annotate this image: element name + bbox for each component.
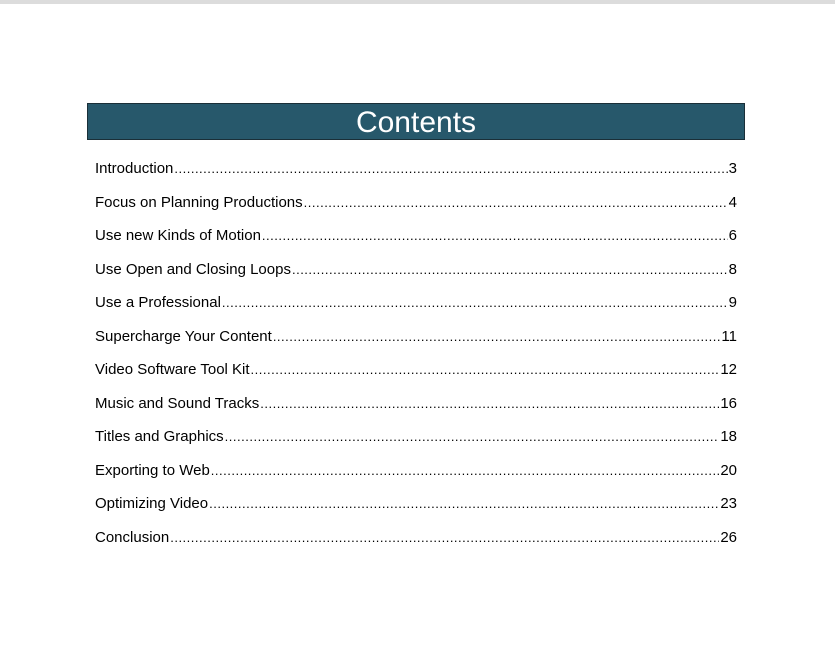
toc-entry-page: 9: [728, 294, 737, 311]
toc-entry[interactable]: [95, 227, 737, 261]
toc-entry[interactable]: [95, 361, 737, 395]
toc-entry[interactable]: [95, 261, 737, 295]
toc-entry-label: Use new Kinds of Motion: [95, 227, 261, 244]
toc-entry-label: Music and Sound Tracks: [95, 394, 260, 412]
toc-entry-page: 8: [728, 260, 737, 278]
toc-dot-leader: [292, 262, 728, 277]
toc-entry[interactable]: [95, 395, 737, 429]
toc-entry[interactable]: [95, 160, 737, 194]
toc-entry-label: Introduction: [95, 160, 174, 177]
toc-entry-page: 26: [720, 528, 737, 546]
toc-entry-page: 6: [728, 227, 737, 244]
toc-entry[interactable]: [95, 328, 737, 362]
toc-dot-leader: [174, 161, 727, 176]
toc-entry-label: Video Software Tool Kit: [95, 361, 250, 378]
toc-entry[interactable]: [95, 194, 737, 228]
toc-entry-label: Titles and Graphics: [95, 428, 224, 445]
toc-entry-label: Conclusion: [95, 528, 170, 546]
table-of-contents: [95, 160, 737, 562]
toc-entry[interactable]: [95, 428, 737, 462]
toc-dot-leader: [225, 429, 720, 444]
toc-entry-page: 20: [720, 461, 737, 479]
toc-entry[interactable]: [95, 294, 737, 328]
toc-dot-leader: [251, 362, 720, 377]
toc-entry-label: Supercharge Your Content: [95, 327, 272, 345]
toc-entry[interactable]: [95, 529, 737, 563]
toc-dot-leader: [262, 228, 728, 243]
toc-entry-page: 12: [720, 361, 737, 378]
toc-dot-leader: [304, 195, 728, 210]
toc-entry[interactable]: [95, 462, 737, 496]
toc-dot-leader: [209, 496, 719, 511]
toc-dot-leader: [273, 329, 721, 344]
toc-dot-leader: [170, 530, 719, 545]
toc-entry-page: 4: [728, 193, 737, 211]
toc-dot-leader: [260, 396, 719, 411]
toc-entry-page: 23: [720, 495, 737, 512]
toc-entry-page: 16: [720, 394, 737, 412]
toc-entry-label: Exporting to Web: [95, 461, 210, 479]
toc-entry[interactable]: [95, 495, 737, 529]
contents-heading: Contents: [87, 103, 745, 140]
toc-entry-label: Use a Professional: [95, 294, 221, 311]
toc-entry-label: Use Open and Closing Loops: [95, 260, 291, 278]
toc-entry-page: 18: [720, 428, 737, 445]
toc-dot-leader: [222, 295, 728, 310]
toc-entry-label: Optimizing Video: [95, 495, 209, 512]
toc-dot-leader: [211, 463, 720, 478]
toc-entry-page: 11: [721, 327, 737, 345]
toc-entry-page: 3: [728, 160, 737, 177]
document-page: [0, 4, 835, 664]
toc-entry-label: Focus on Planning Productions: [95, 193, 303, 211]
